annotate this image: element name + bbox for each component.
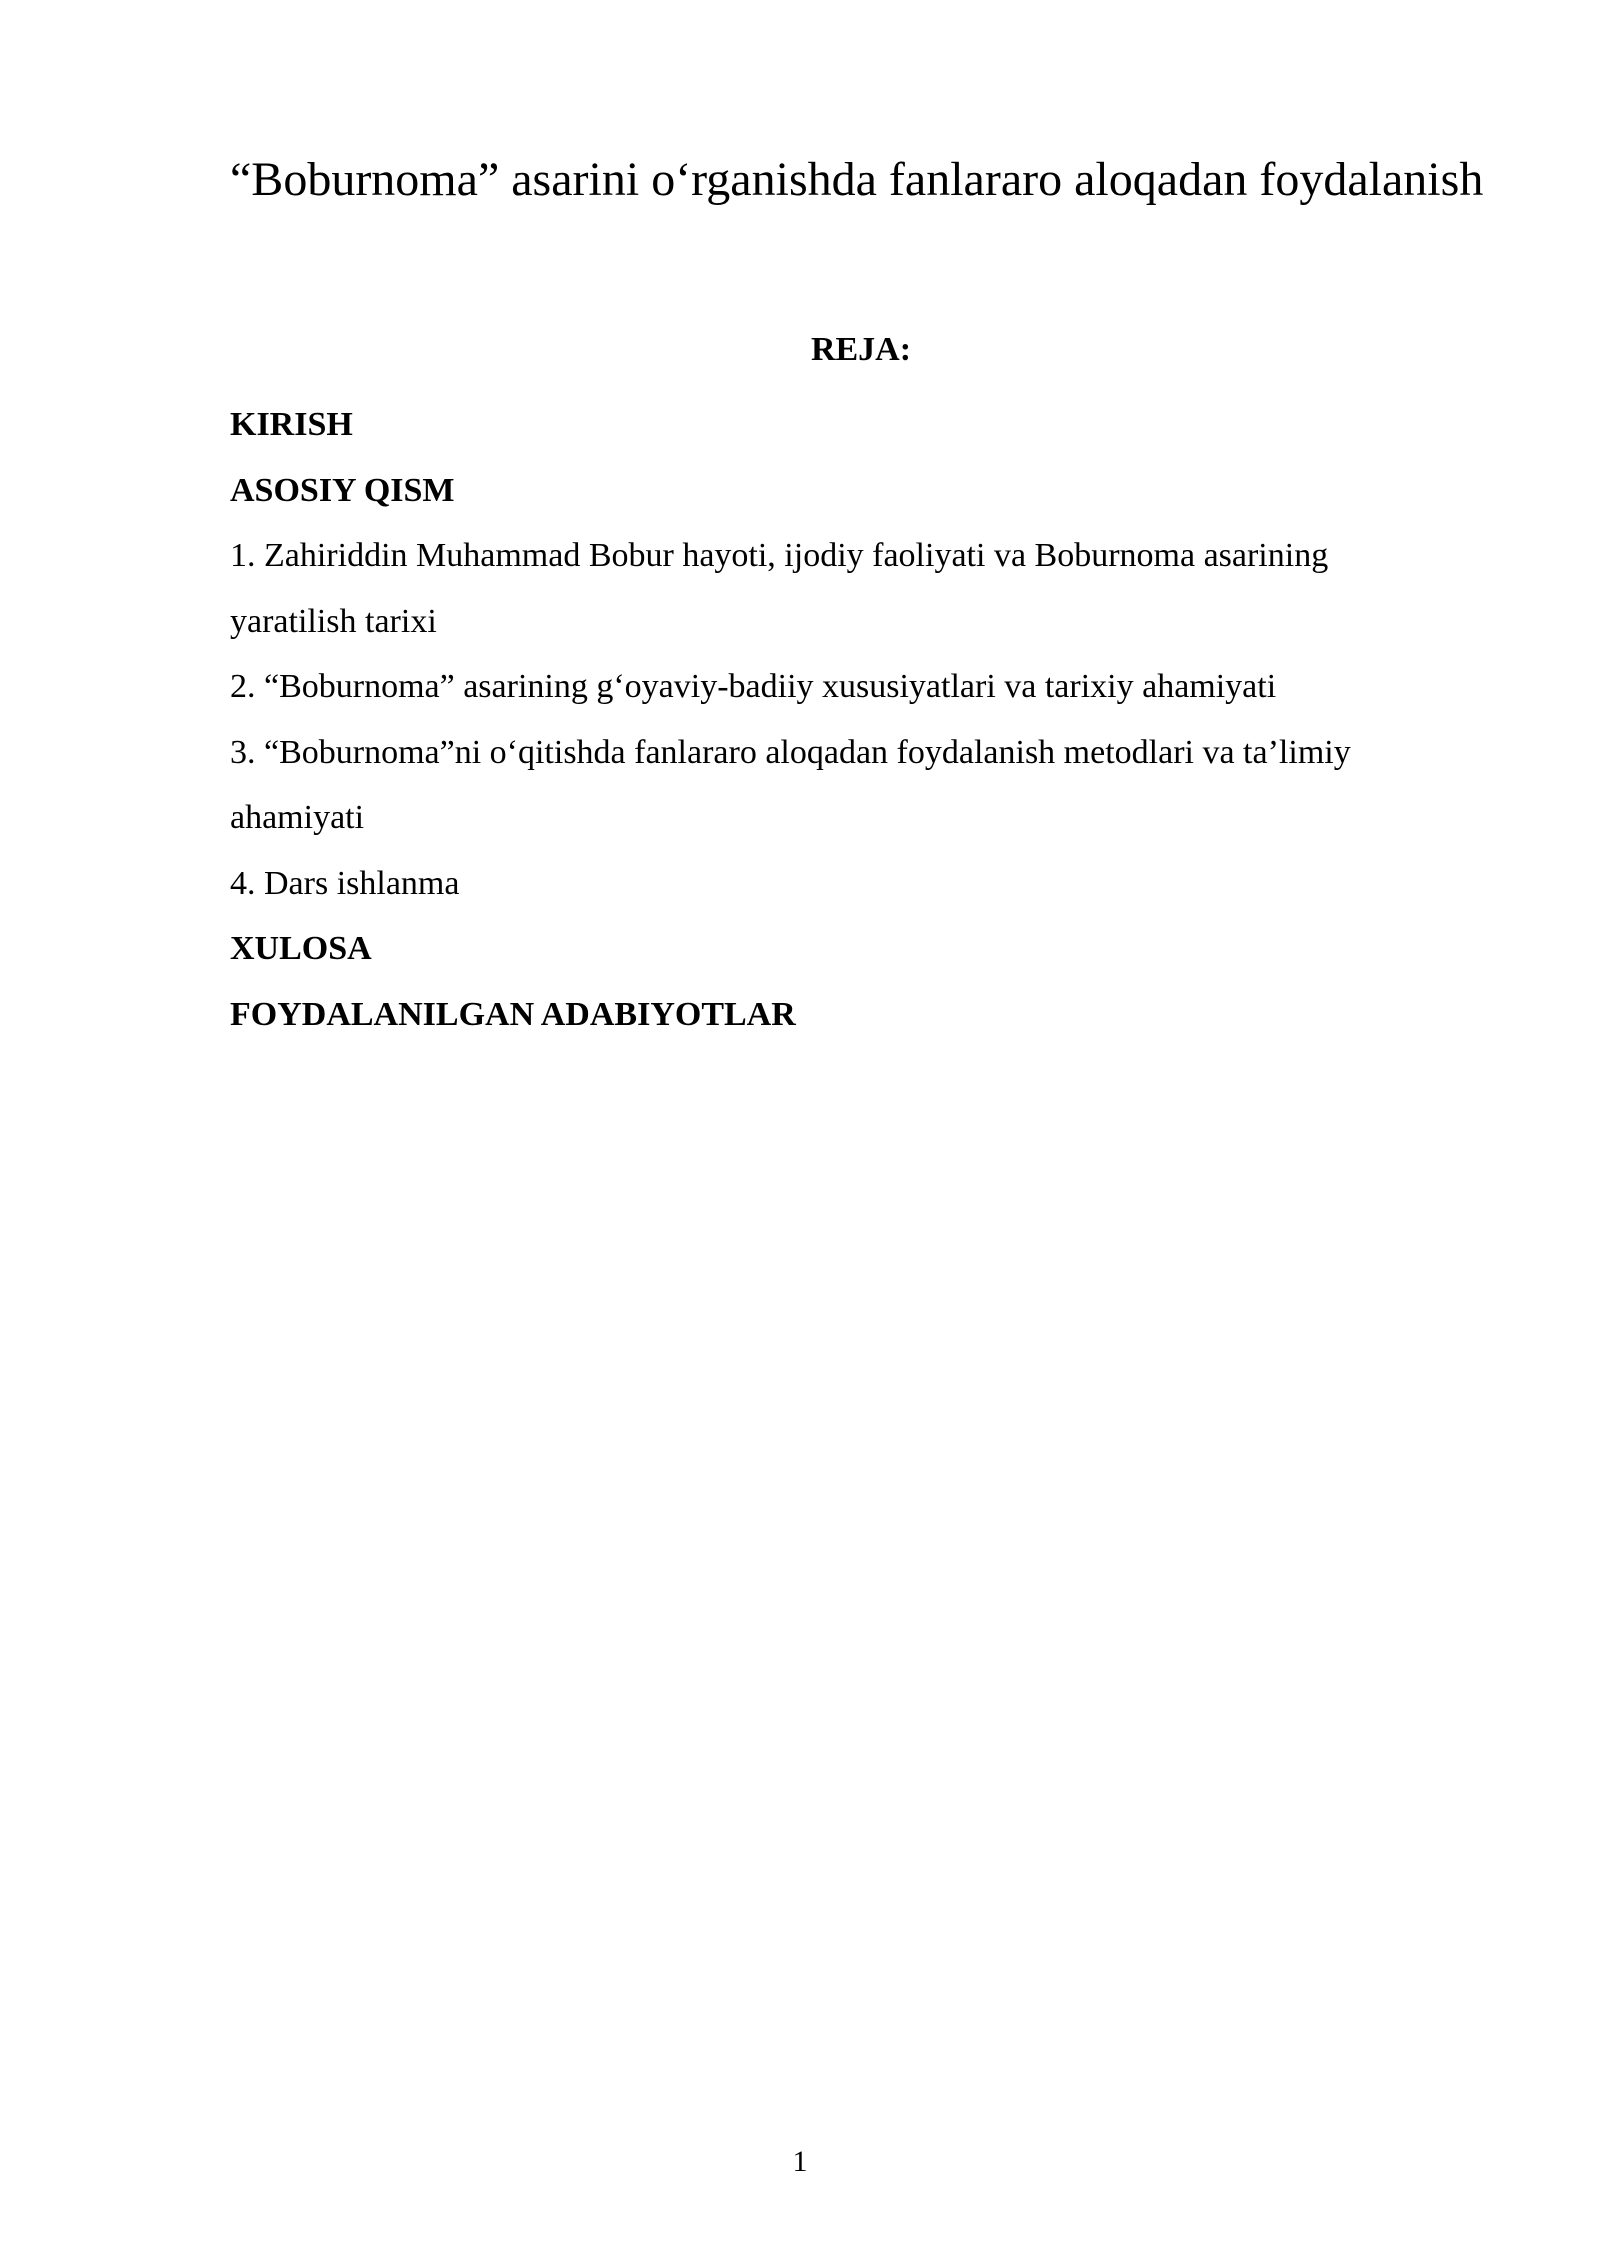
plan-item-3-line-1: 3. “Boburnoma”ni o‘qitishda fanlararo aloqadan foydalanish metodlari va ta’limiy: [230, 733, 1351, 771]
document-title: “Boburnoma” asarini o‘rganishda fanlararo aloqadan foydalanish: [230, 153, 1484, 206]
plan-item-3-line-2: ahamiyati: [230, 799, 365, 836]
plan-list: [230, 392, 1492, 1047]
plan-item-intro: KIRISH: [230, 406, 353, 443]
plan-item-main-part: ASOSIY QISM: [230, 471, 455, 509]
plan-item-4: 4. Dars ishlanma: [230, 864, 460, 902]
plan-item-1-line-1: 1. Zahiriddin Muhammad Bobur hayoti, ijodiy faoliyati va Boburnoma asarining: [230, 537, 1329, 574]
plan-item-2: 2. “Boburnoma” asarining g‘oyaviy-badiiy xususiyatlari va tarixiy ahamiyati: [230, 668, 1277, 705]
page-number: 1: [792, 2145, 808, 2178]
plan-heading: REJA:: [810, 331, 912, 368]
plan-item-conclusion: XULOSA: [230, 930, 372, 967]
plan-item-1-line-2: yaratilish tarixi: [230, 602, 437, 640]
plan-item-references: FOYDALANILGAN ADABIYOTLAR: [230, 995, 796, 1033]
